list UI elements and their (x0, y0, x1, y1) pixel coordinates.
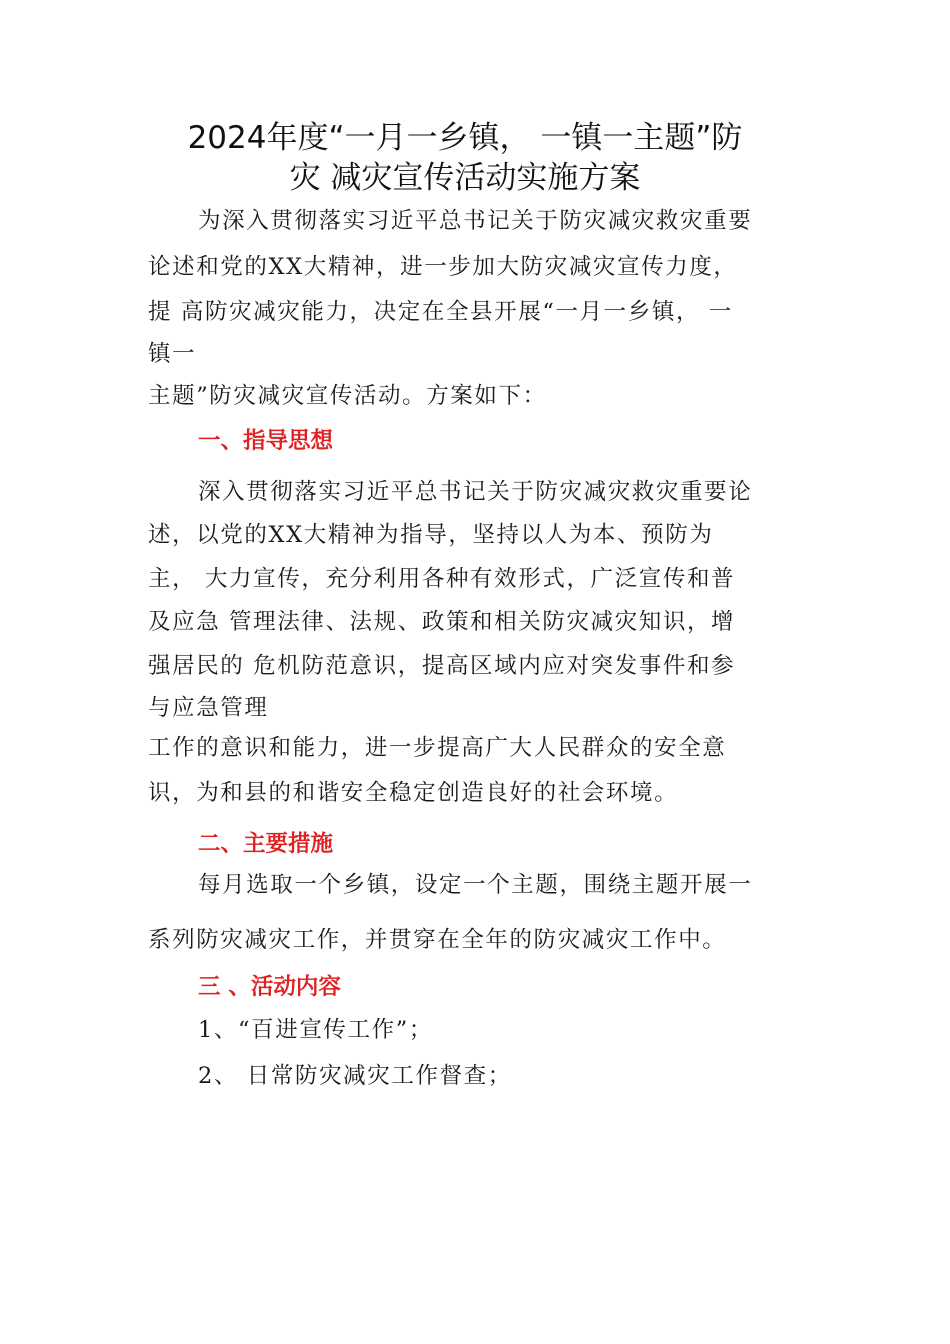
section1-line-2: 述，以党的XX大精神为指导，坚持以人为本、预防为 (148, 522, 714, 548)
section1-line-4: 及应急 管理法律、法规、政策和相关防灾减灾知识，增 (148, 609, 736, 635)
section1-line-6: 与应急管理 (148, 695, 269, 721)
intro-line-4: 镇一 (148, 341, 197, 367)
section1-line-3: 主， 大力宣传，充分利用各种有效形式，广泛宣传和普 (148, 566, 736, 592)
section1-line-1: 深入贯彻落实习近平总书记关于防灾减灾救灾重要论 (198, 479, 753, 505)
intro-line-3: 提 高防灾减灾能力，决定在全县开展“一月一乡镇， 一 (148, 299, 733, 325)
intro-line-2: 论述和党的XX大精神，进一步加大防灾减灾宣传力度， (148, 254, 738, 280)
section2-line-2: 系列防灾减灾工作，并贯穿在全年的防灾减灾工作中。 (148, 927, 727, 953)
section-heading-main-measures: 二、主要措施 (198, 831, 334, 857)
section1-line-5: 强居民的 危机防范意识，提高区域内应对突发事件和参 (148, 653, 736, 679)
activity-item-1: 1、“百进宣传工作”； (198, 1017, 433, 1043)
intro-line-1: 为深入贯彻落实习近平总书记关于防灾减灾救灾重要 (198, 208, 753, 234)
activity-item-2: 2、 日常防灾减灾工作督查； (198, 1063, 512, 1089)
document-title-line-1: 2024年度“一月一乡镇， 一镇一主题”防 (187, 120, 743, 156)
section1-line-8: 识，为和县的和谐安全稳定创造良好的社会环境。 (148, 780, 679, 806)
section-heading-guiding-ideology: 一、指导思想 (198, 428, 334, 454)
section1-line-7: 工作的意识和能力，进一步提高广大人民群众的安全意 (148, 735, 727, 761)
section-heading-activity-content: 三 、活动内容 (198, 974, 341, 1000)
intro-line-5: 主题”防灾减灾宣传活动。方案如下： (148, 383, 547, 409)
section2-line-1: 每月选取一个乡镇，设定一个主题，围绕主题开展一 (198, 872, 753, 898)
document-title-line-2: 灾 减灾宣传活动实施方案 (289, 160, 641, 196)
